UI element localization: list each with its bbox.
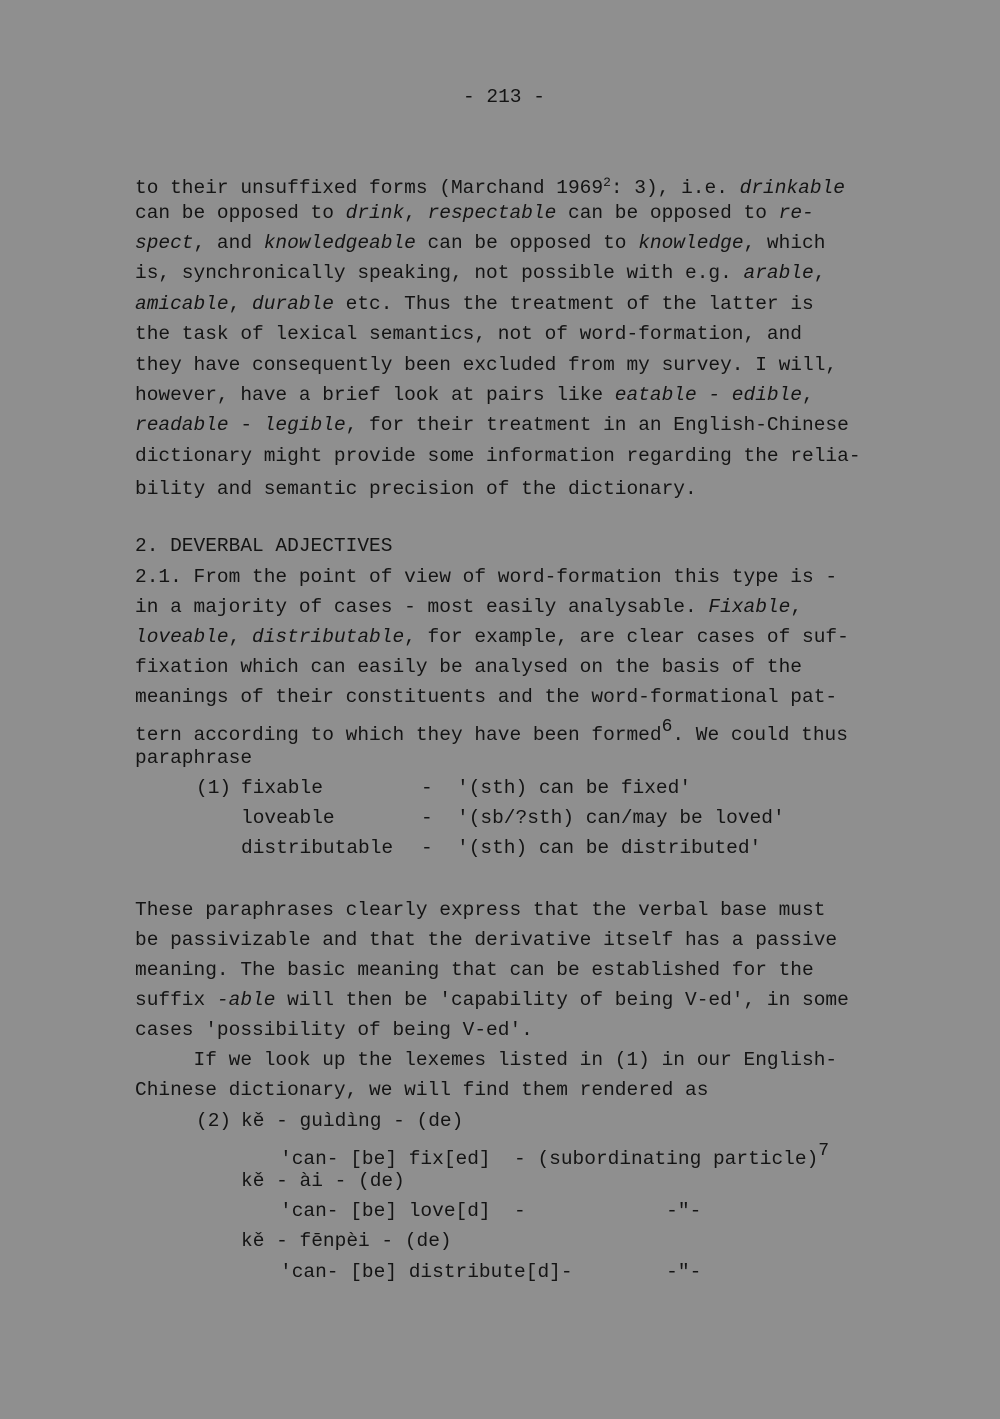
para1-line-4: is, synchronically speaking, not possible with e.g. arable, bbox=[135, 262, 826, 284]
example2-gloss-3: 'can- [be] distribute[d]- -"- bbox=[280, 1261, 702, 1283]
example2-entry-1: kě - guìdìng - (de) bbox=[241, 1110, 464, 1132]
example1-word: distributable bbox=[241, 837, 394, 859]
example1-number: (1) bbox=[196, 777, 232, 799]
example1-dash: - bbox=[421, 837, 433, 859]
para1-line-2: can be opposed to drink, respectable can be opposed to re- bbox=[135, 202, 814, 224]
para1-line-10: dictionary might provide some information regarding the relia- bbox=[135, 445, 861, 467]
para2-line-1: These paraphrases clearly express that the verbal base must bbox=[135, 899, 826, 921]
para3-line-1: If we look up the lexemes listed in (1) in our English- bbox=[135, 1049, 838, 1071]
example2-gloss-1: 'can- [be] fix[ed] - (subordinating particle)7 bbox=[280, 1141, 830, 1170]
example2-entry-3: kě - fēnpèi - (de) bbox=[241, 1230, 452, 1252]
para3-line-2: Chinese dictionary, we will find them rendered as bbox=[135, 1079, 709, 1101]
example1-dash: - bbox=[421, 777, 433, 799]
example1-gloss: '(sb/?sth) can/may be loved' bbox=[457, 807, 785, 829]
example2-number: (2) bbox=[196, 1110, 232, 1132]
example2-gloss-2: 'can- [be] love[d] - -"- bbox=[280, 1200, 702, 1222]
section-line-3: loveable, distributable, for example, are clear cases of suf- bbox=[135, 626, 849, 648]
example1-word: fixable bbox=[241, 777, 323, 799]
para2-line-5: cases 'possibility of being V-ed'. bbox=[135, 1019, 533, 1041]
section-line-5: meanings of their constituents and the word-formational pat- bbox=[135, 686, 838, 708]
para1-line-1: to their unsuffixed forms (Marchand 1969$^2$: 3), i.e. drinkable bbox=[135, 175, 845, 199]
example1-word: loveable bbox=[241, 807, 335, 829]
section-line-2: in a majority of cases - most easily analysable. Fixable, bbox=[135, 596, 803, 618]
section-line-1: 2.1. From the point of view of word-formation this type is - bbox=[135, 566, 838, 588]
section-line-6: tern according to which they have been formed6. We could thus bbox=[135, 717, 848, 746]
section-heading: 2. DEVERBAL ADJECTIVES bbox=[135, 535, 393, 557]
para2-line-2: be passivizable and that the derivative itself has a passive bbox=[135, 929, 838, 951]
para1-line-6: the task of lexical semantics, not of word-formation, and bbox=[135, 323, 803, 345]
para1-line-7: they have consequently been excluded from my survey. I will, bbox=[135, 354, 838, 376]
para1-line-5: amicable, durable etc. Thus the treatment of the latter is bbox=[135, 293, 814, 315]
para1-line-3: spect, and knowledgeable can be opposed to knowledge, which bbox=[135, 232, 826, 254]
page-number: - 213 - bbox=[463, 86, 545, 108]
para1-line-9: readable - legible, for their treatment in an English-Chinese bbox=[135, 414, 849, 436]
section-line-4: fixation which can easily be analysed on the basis of the bbox=[135, 656, 803, 678]
para2-line-3: meaning. The basic meaning that can be established for the bbox=[135, 959, 814, 981]
example1-gloss: '(sth) can be fixed' bbox=[457, 777, 692, 799]
para2-line-4: suffix -able will then be 'capability of being V-ed', in some bbox=[135, 989, 849, 1011]
example2-entry-2: kě - ài - (de) bbox=[241, 1170, 405, 1192]
para1-line-11: bility and semantic precision of the dictionary. bbox=[135, 478, 697, 500]
example1-dash: - bbox=[421, 807, 433, 829]
section-line-7: paraphrase bbox=[135, 747, 253, 769]
example1-gloss: '(sth) can be distributed' bbox=[457, 837, 762, 859]
para1-line-8: however, have a brief look at pairs like eatable - edible, bbox=[135, 384, 814, 406]
